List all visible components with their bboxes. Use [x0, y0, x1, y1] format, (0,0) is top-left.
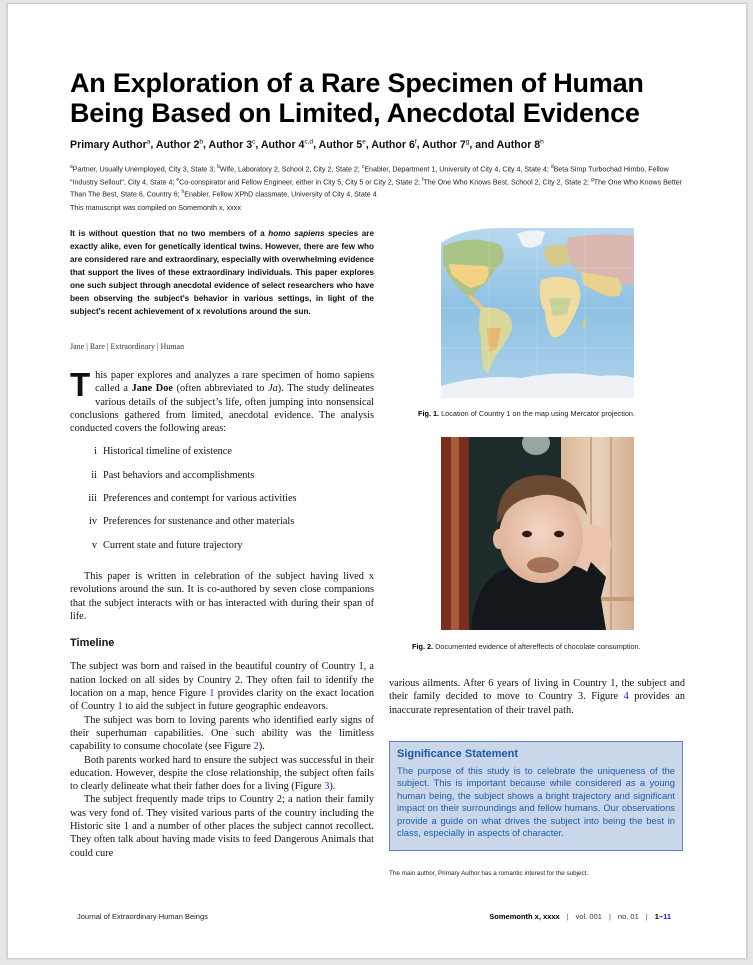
figure-2-link[interactable]: 2 [253, 741, 259, 753]
drop-cap: T [70, 366, 91, 403]
child-photo-figure [441, 437, 634, 630]
significance-text: The purpose of this study is to celebrate the uniqueness of the subject. This is important because while considered as a young human being, the subject shows a bright trajectory and significant impact on their surroundings and fellow humans. Our observations provide a guide on what drives the subject into being the best in class, especially in aspects of character. [397, 765, 675, 839]
intro-paragraph-2: This paper is written in celebration of the subject having lived x revolutions around the sun. It is co-authored by seven close companions that the subject interacts with or has interacted with during their span of life. [70, 570, 374, 622]
section-heading-timeline: Timeline [70, 637, 115, 650]
abstract: It is without question that no two members of a homo sapiens species are exactly alike, even for genetically identical twins. However, there are few who are considered rare and extraordinary, especially with overwhelming evidence that support the lives of these extraordinary individuals. This paper explores one such subject through anecdotal evidence of select researchers who have been observing the subject's behavior in various settings, in light of the subject's recent achievement of x revolutions around the sun. [70, 229, 374, 316]
areas-list [70, 445, 374, 561]
footer-volume: vol. 001 [575, 912, 602, 921]
figure-2-caption: Fig. 2. Documented evidence of aftereffects of chocolate consumption. [412, 642, 641, 651]
footer-number: no. 01 [617, 912, 639, 921]
author: Primary Author$^a$ [70, 138, 151, 151]
significance-heading: Significance Statement [397, 748, 519, 760]
author: Author 5e [318, 138, 366, 151]
figure-3-link[interactable]: 3 [324, 781, 330, 793]
timeline-paragraph: The subject was born to loving parents who identified early signs of their superhuman capabilities. One such ability was the limitless capability to consume chocolate (see Figure 2). [70, 714, 374, 753]
journal-name: Journal of Extraordinary Human Beings [77, 912, 208, 921]
list-item: ii Past behaviors and accomplishments [91, 469, 255, 481]
significance-statement-box [389, 741, 683, 851]
author: Author 7$^g$ [422, 138, 470, 151]
author: Author 2$^b$ [155, 138, 204, 151]
author: Author 3$^c$ [208, 138, 256, 151]
footer-pages: 1–11 [654, 912, 671, 921]
main-text-left-column [70, 366, 374, 860]
footer-date: Somemonth x, xxxx [489, 912, 560, 921]
list-item: i Historical timeline of existence [94, 446, 232, 458]
main-text-right-column [389, 677, 685, 717]
paper-page [7, 3, 747, 959]
page-footer-info: Somemonth x, xxxx | vol. 001 | no. 01 | 1–11 [489, 912, 671, 921]
footnote: The main author, Primary Author has a romantic interest for the subject. [389, 870, 589, 877]
figure-1-caption: Fig. 1. Location of Country 1 on the map using Mercator projection. [418, 409, 636, 418]
author: Author 4$^{c,d}$ [260, 138, 314, 151]
paper-title: An Exploration of a Rare Specimen of Human Being Based on Limited, Anecdotal Evidence [70, 68, 644, 128]
author: Author 6$^f$ [371, 138, 417, 151]
intro-paragraph: This paper explores and analyzes a rare specimen of homo sapiens called a Jane Doe (often abbreviated to Ja). The study delineates various details of the subject’s life, often jumping into nonsensical conclusions gathered from limited, anecdotal evidence. The analysis conducted covers the following areas: [70, 366, 374, 435]
list-item: v Current state and future trajectory [91, 539, 243, 551]
timeline-paragraph: The subject frequently made trips to Country 2; a nation their family was very fond of. They visited various parts of the country including the Historic site 1 and a number of other places the subject cannot recollect. They often talk about having made visits to feed Dangerous Animals that could cure [70, 794, 374, 859]
figure-1-link[interactable]: 1 [209, 688, 215, 700]
compiled-date: This manuscript was compiled on Somemonth x, xxxx [70, 203, 241, 212]
world-map-figure [441, 228, 634, 398]
author: and Author 8$^h$ [475, 138, 544, 151]
timeline-paragraph: Both parents worked hard to ensure the subject was successful in their education. However, despite the close relationship, the subject often fails to clearly delineate what their father does for a living (Figure 3). [70, 754, 374, 793]
list-item: iii Preferences and contempt for various activities [88, 493, 297, 505]
author-list: Primary Author$^a$, Author 2$^b$, Author 3$^c$, Author 4$^{c,d}$, Author 5e, Author 6$^f$, Author 7$^g$, and Author 8$^h$ [70, 138, 544, 151]
timeline-paragraph: The subject was born and raised in the beautiful country of Country 1, a nation locked on all sides by Country 2. They often fail to identify the location on a map, hence Figure 1 provides clarity on the exact location of Country 1 to aid the subject in future geographic endeavors. [70, 661, 374, 713]
figure-4-link[interactable]: 4 [623, 691, 629, 703]
affiliations: $^a$Partner, Usually Unemployed, City 3, State 3; $^b$Wife, Laboratory 2, School 2, City 2, State 2; $^c$Enabler, Department 1, University of City 4, City 4, State 4; $^d$Beta Simp Turbochad Himbo, Fellow "Industry Sellout", City 4, State 4; $^e$Co-conspirator and Fellow Engineer, either in City 5, City 5 or City 2, State 2; $^f$The One Who Knows Best, School 2, City 2, State 2; $^g$The One Who Knows Better Than The Best, State 6, Country 6; $^h$Enabler, Fellow XPhD classmate, University of City 4, State 4 [70, 164, 683, 199]
keywords: Jane | Rare | Extraordinary | Human [70, 342, 185, 351]
timeline-paragraph-continued: various ailments. After 6 years of living in Country 1, the subject and their family decided to move to Country 3. Figure 4 provides an inaccurate representation of their travel path. [389, 678, 686, 716]
list-item: iv Preferences for sustenance and other materials [88, 516, 295, 528]
